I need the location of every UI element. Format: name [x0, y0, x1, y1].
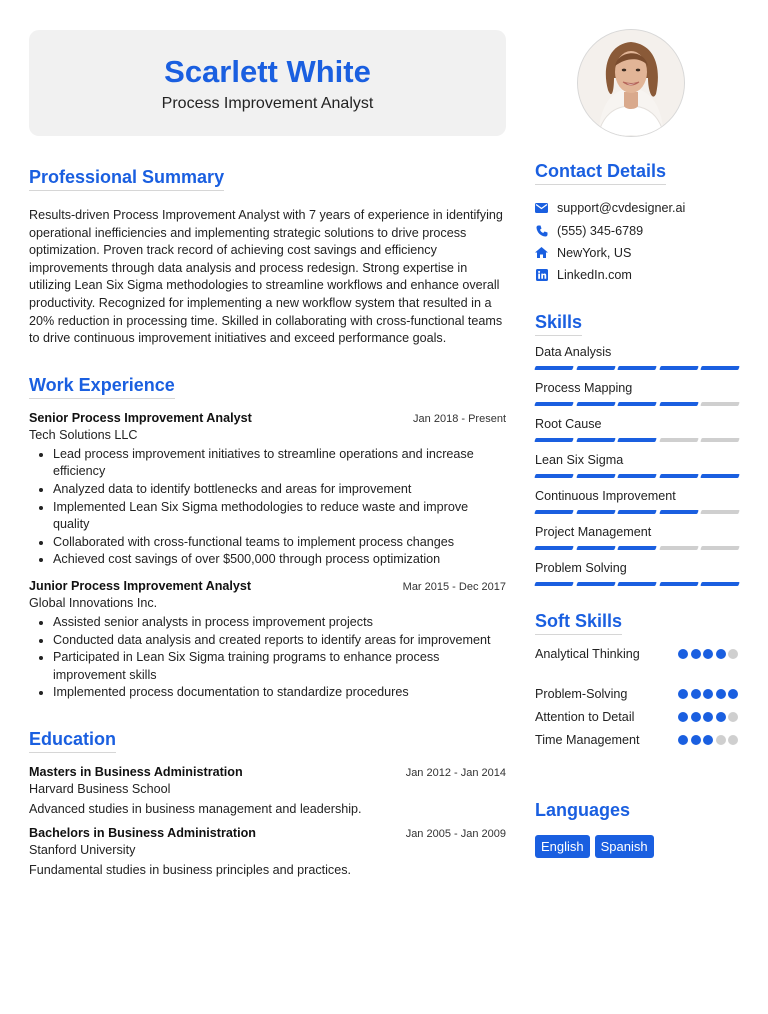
candidate-name: Scarlett White — [164, 54, 371, 89]
skill-level-segment — [617, 546, 656, 550]
skill-level-segment — [576, 438, 615, 442]
soft-skill-rating — [678, 712, 738, 722]
job-bullet: • Achieved cost savings of over $500,000 through process optimization — [53, 551, 506, 569]
rating-dot — [691, 649, 701, 659]
skill-level-segment — [534, 510, 573, 514]
skill-level-segment — [534, 474, 573, 478]
skill-level-segment — [617, 402, 656, 406]
summary-heading: Professional Summary — [29, 166, 224, 191]
job-bullet: • Analyzed data to identify bottlenecks and areas for improvement — [53, 481, 506, 499]
skill-level-segment — [701, 546, 740, 550]
contact-email[interactable] — [535, 197, 739, 219]
skill-level-segment — [701, 582, 740, 586]
experience-heading: Work Experience — [29, 374, 175, 399]
skill-level-segment — [701, 510, 740, 514]
languages-heading: Languages — [535, 799, 631, 820]
edu-degree: Bachelors in Business Administration — [29, 825, 256, 840]
skill-level-segment — [659, 366, 698, 370]
rating-dot — [716, 649, 726, 659]
contact-text: NewYork, US — [557, 245, 632, 260]
rating-dot — [716, 735, 726, 745]
rating-dot — [691, 712, 701, 722]
soft-skill-item — [535, 710, 739, 724]
job-role: Junior Process Improvement Analyst — [29, 578, 252, 593]
contact-text: (555) 345-6789 — [557, 223, 644, 238]
job-date: Jan 2018 - Present — [413, 412, 506, 425]
language-tags — [535, 835, 739, 858]
rating-dot — [678, 735, 688, 745]
job-bullet: • Collaborated with cross-functional teams to implement process changes — [53, 534, 506, 552]
job-bullets — [29, 614, 506, 702]
education-entry — [29, 765, 506, 816]
rating-dot — [678, 712, 688, 722]
skills-list — [535, 344, 739, 586]
rating-dot — [703, 735, 713, 745]
contact-phone[interactable] — [535, 219, 739, 241]
job-role: Senior Process Improvement Analyst — [29, 410, 252, 425]
soft-skills-heading: Soft Skills — [535, 610, 622, 635]
rating-dot — [691, 735, 701, 745]
skill-level-segment — [701, 474, 740, 478]
skill-level-segment — [534, 582, 573, 586]
soft-skill-name: Problem-Solving — [535, 686, 628, 701]
skill-level-segment — [534, 366, 573, 370]
rating-dot — [678, 649, 688, 659]
skill-level-segment — [617, 474, 656, 478]
language-tag: Spanish — [595, 835, 654, 858]
main-column — [29, 166, 506, 877]
rating-dot — [716, 689, 726, 699]
skill-name: Problem Solving — [535, 560, 627, 575]
header-card — [29, 30, 506, 136]
skill-level-bar — [535, 366, 739, 370]
contact-list — [535, 197, 739, 287]
skill-item — [535, 560, 739, 586]
skill-level-segment — [576, 474, 615, 478]
skill-level-segment — [701, 438, 740, 442]
contact-heading: Contact Details — [535, 160, 666, 185]
skill-item — [535, 488, 739, 514]
skill-level-bar — [535, 474, 739, 478]
skill-item — [535, 416, 739, 442]
soft-skill-rating — [678, 735, 738, 745]
rating-dot — [703, 649, 713, 659]
skill-level-segment — [659, 546, 698, 550]
skill-item — [535, 380, 739, 406]
skills-heading: Skills — [535, 311, 582, 336]
skill-name: Data Analysis — [535, 344, 612, 359]
rating-dot — [728, 689, 738, 699]
skill-level-segment — [617, 510, 656, 514]
rating-dot — [703, 712, 713, 722]
skill-level-bar — [535, 402, 739, 406]
skill-level-segment — [617, 438, 656, 442]
summary-text: Results-driven Process Improvement Analyst with 7 years of experience in identifying operational inefficiencies and implementing strategic solutions to drive process optimization. Proven track record of achieving cost savings and efficiency improvements through data analysis and process redesign. Strong expertise in utilizing Lean Six Sigma methodologies to streamline workflows and enhance overall productivity. Recognized for implementing a new workflow system that resulted in a 20% reduction in processing time. Skilled in collaborating with cross-functional teams to drive continuous improvement initiatives and exceed performance goals. — [29, 208, 503, 346]
skill-level-segment — [576, 546, 615, 550]
edu-degree: Masters in Business Administration — [29, 764, 243, 779]
skill-level-segment — [659, 402, 698, 406]
rating-dot — [716, 712, 726, 722]
soft-skill-rating — [678, 689, 738, 699]
profile-photo — [577, 29, 685, 137]
skill-item — [535, 524, 739, 550]
envelope-icon — [535, 202, 548, 215]
skill-level-segment — [576, 366, 615, 370]
skill-level-segment — [659, 510, 698, 514]
job-bullet: • Implemented process documentation to standardize procedures — [53, 684, 506, 702]
skill-level-segment — [659, 474, 698, 478]
soft-skill-name: Analytical Thinking — [535, 646, 640, 661]
job-bullet: • Conducted data analysis and created reports to identify areas for improvement — [53, 632, 506, 650]
job-bullet: • Lead process improvement initiatives to streamline operations and increase efficiency — [53, 446, 506, 481]
skill-level-bar — [535, 510, 739, 514]
soft-skill-item — [535, 687, 739, 701]
education-entry — [29, 826, 506, 877]
skill-level-segment — [576, 402, 615, 406]
rating-dot — [728, 735, 738, 745]
rating-dot — [703, 689, 713, 699]
skill-item — [535, 344, 739, 370]
education-heading: Education — [29, 728, 116, 753]
skill-name: Process Mapping — [535, 380, 633, 395]
skill-name: Project Management — [535, 524, 652, 539]
skill-level-segment — [534, 402, 573, 406]
home-icon — [535, 246, 548, 259]
rating-dot — [691, 689, 701, 699]
skill-level-segment — [617, 582, 656, 586]
job-entry — [29, 579, 506, 702]
skill-level-segment — [534, 438, 573, 442]
edu-description: Fundamental studies in business principles and practices. — [29, 862, 352, 877]
skill-level-segment — [701, 402, 740, 406]
skill-level-bar — [535, 582, 739, 586]
skill-level-segment — [534, 546, 573, 550]
soft-skill-rating — [678, 649, 738, 659]
sidebar-column — [535, 160, 739, 858]
rating-dot — [678, 689, 688, 699]
soft-skill-item — [535, 733, 739, 747]
skill-level-segment — [576, 510, 615, 514]
contact-text: support@cvdesigner.ai — [557, 201, 686, 216]
skill-level-bar — [535, 546, 739, 550]
skill-level-segment — [659, 582, 698, 586]
phone-icon — [535, 224, 548, 237]
rating-dot — [728, 649, 738, 659]
edu-date: Jan 2005 - Jan 2009 — [405, 827, 506, 840]
job-bullet: • Participated in Lean Six Sigma training programs to enhance process improvement skills — [53, 649, 506, 684]
language-tag: English — [535, 835, 590, 858]
soft-skills-list — [535, 647, 739, 747]
soft-skill-name: Time Management — [535, 732, 640, 747]
job-company: Global Innovations Inc. — [29, 595, 158, 610]
soft-skill-name: Attention to Detail — [535, 709, 635, 724]
skill-level-segment — [659, 438, 698, 442]
contact-linkedin[interactable] — [535, 264, 739, 286]
portrait-image — [578, 30, 684, 136]
skill-name: Root Cause — [535, 416, 602, 431]
skill-level-bar — [535, 438, 739, 442]
job-date: Mar 2015 - Dec 2017 — [402, 580, 506, 593]
soft-skill-item — [535, 647, 739, 661]
job-bullet: • Assisted senior analysts in process improvement projects — [53, 614, 506, 632]
skill-level-segment — [576, 582, 615, 586]
rating-dot — [728, 712, 738, 722]
edu-school: Stanford University — [29, 842, 136, 857]
skill-level-segment — [617, 366, 656, 370]
contact-location — [535, 242, 739, 264]
job-bullets — [29, 446, 506, 569]
linkedin-icon — [535, 269, 548, 282]
skill-name: Lean Six Sigma — [535, 452, 624, 467]
skill-level-segment — [701, 366, 740, 370]
job-bullet: • Implemented Lean Six Sigma methodologies to reduce waste and improve quality — [53, 499, 506, 534]
contact-text: LinkedIn.com — [557, 268, 632, 283]
edu-description: Advanced studies in business management and leadership. — [29, 801, 362, 816]
skill-item — [535, 452, 739, 478]
edu-school: Harvard Business School — [29, 781, 171, 796]
skill-name: Continuous Improvement — [535, 488, 676, 503]
job-entry — [29, 411, 506, 569]
candidate-title: Process Improvement Analyst — [161, 95, 374, 112]
job-company: Tech Solutions LLC — [29, 427, 138, 442]
edu-date: Jan 2012 - Jan 2014 — [405, 766, 506, 779]
